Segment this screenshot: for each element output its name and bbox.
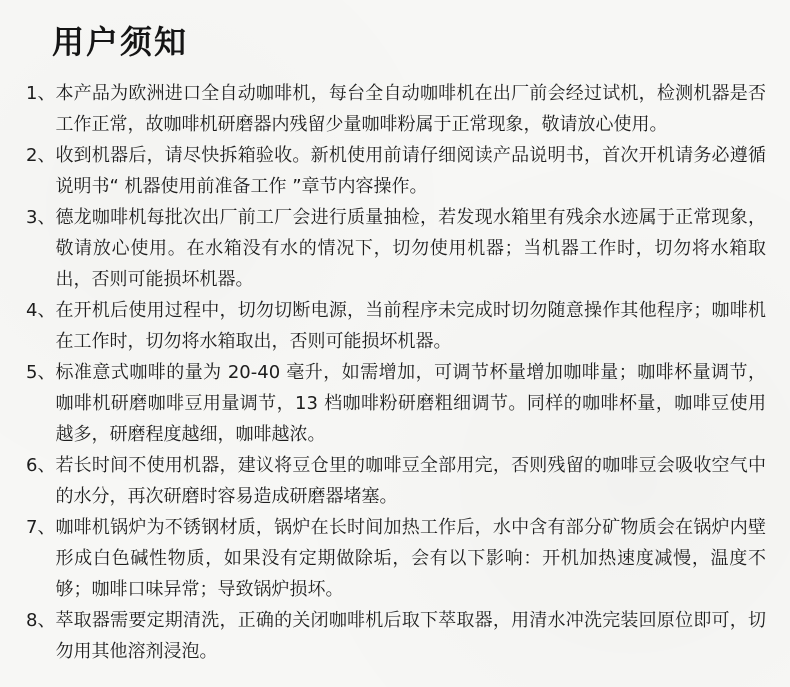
item-text: 本产品为欧洲进口全自动咖啡机，每台全自动咖啡机在出厂前会经过试机，检测机器是否工作正常，故咖啡机研磨器内残留少量咖啡粉属于正常现象，敬请放心使用。 [55,83,766,135]
item-text: 咖啡机锅炉为不锈钢材质，锅炉在长时间加热工作后，水中含有部分矿物质会在锅炉内壁形成白色碱性物质，如果没有定期做除垢，会有以下影响：开机加热速度减慢，温度不够；咖啡口味异常；导致锅炉损坏。 [55,517,766,600]
item-number: 6、 [26,455,56,476]
list-item [26,512,766,605]
notice-list [26,78,766,667]
item-number: 8、 [26,610,56,631]
item-text: 标准意式咖啡的量为 20-40 毫升，如需增加，可调节杯量增加咖啡量；咖啡杯量调节，咖啡机研磨咖啡豆用量调节，13 档咖啡粉研磨粗细调节。同样的咖啡杯量，咖啡豆使用越多，研磨程度越细，咖啡越浓。 [55,362,766,445]
item-text: 在开机后使用过程中，切勿切断电源，当前程序未完成时切勿随意操作其他程序；咖啡机在工作时，切勿将水箱取出，否则可能损坏机器。 [55,300,766,352]
page-title: 用户须知 [52,23,189,61]
list-item [26,605,766,667]
item-text: 萃取器需要定期清洗，正确的关闭咖啡机后取下萃取器，用清水冲洗完装回原位即可，切勿用其他溶剂浸泡。 [55,610,766,662]
item-text: 收到机器后，请尽快拆箱验收。新机使用前请仔细阅读产品说明书，首次开机请务必遵循说明书“ 机器使用前准备工作 ”章节内容操作。 [55,145,766,197]
list-item [26,295,766,357]
item-number: 3、 [26,207,56,228]
item-number: 4、 [26,300,56,321]
list-item [26,78,766,140]
item-number: 7、 [26,517,56,538]
item-text: 德龙咖啡机每批次出厂前工厂会进行质量抽检，若发现水箱里有残余水迹属于正常现象，敬请放心使用。在水箱没有水的情况下，切勿使用机器；当机器工作时，切勿将水箱取出，否则可能损坏机器。 [55,207,766,290]
item-number: 2、 [26,145,56,166]
item-number: 1、 [26,83,56,104]
item-text: 若长时间不使用机器，建议将豆仓里的咖啡豆全部用完，否则残留的咖啡豆会吸收空气中的水分，再次研磨时容易造成研磨器堵塞。 [55,455,766,507]
list-item [26,357,766,450]
list-item [26,202,766,295]
item-number: 5、 [26,362,56,383]
list-item [26,140,766,202]
list-item [26,450,766,512]
